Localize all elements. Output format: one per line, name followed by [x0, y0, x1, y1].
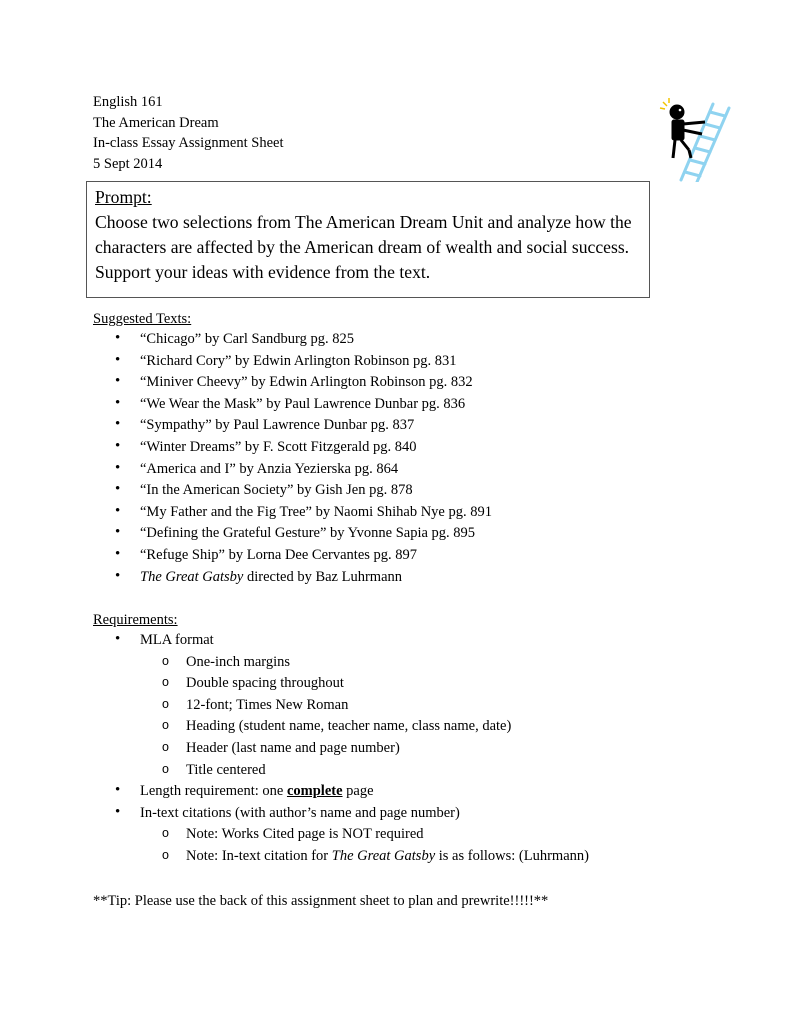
- list-item: • MLA format: [0, 632, 589, 654]
- course-name: English 161: [93, 94, 163, 110]
- sub-list-item: o Note: Works Cited page is NOT required: [0, 826, 589, 848]
- requirements-label: Requirements:: [93, 612, 178, 628]
- sub-list-item: o Double spacing throughout: [0, 675, 589, 697]
- ladder-climber-icon: [655, 96, 735, 182]
- unit-name: The American Dream: [93, 114, 219, 131]
- note-suffix: is as follows: (Luhrmann): [435, 847, 589, 864]
- gatsby-title: The Great Gatsby: [140, 568, 244, 585]
- prompt-text: Choose two selections from The American Dream Unit and analyze how the characters are affected by the American dream of wealth and social success. Support your ideas with evidence from the text.: [95, 212, 632, 282]
- tip-text: **Tip: Please use the back of this assignment sheet to plan and prewrite!!!!!**: [93, 893, 549, 909]
- document-date: 5 Sept 2014: [93, 156, 163, 173]
- length-text: Length requirement: one: [140, 783, 287, 800]
- list-item: • “My Father and the Fig Tree” by Naomi Shihab Nye pg. 891: [0, 504, 492, 526]
- list-item: • In-text citations (with author’s name and page number): [0, 805, 589, 827]
- length-emphasis: complete: [286, 783, 343, 800]
- suggested-texts-label: Suggested Texts:: [93, 311, 192, 327]
- sub-list-item: o One-inch margins: [0, 654, 589, 676]
- list-item: • “Sympathy” by Paul Lawrence Dunbar pg. 837: [0, 417, 492, 439]
- prompt-box: [86, 181, 650, 298]
- sub-list-item: [0, 848, 589, 870]
- list-item: • “Defining the Grateful Gesture” by Yvonne Sapia pg. 895: [0, 525, 492, 547]
- list-item: • “Richard Cory” by Edwin Arlington Robinson pg. 831: [0, 353, 492, 375]
- list-item: [0, 569, 492, 591]
- assignment-title: In-class Essay Assignment Sheet: [93, 135, 284, 152]
- list-item: [0, 783, 589, 805]
- list-item: • “Chicago” by Carl Sandburg pg. 825: [0, 331, 492, 353]
- sub-list-item: o Header (last name and page number): [0, 740, 589, 762]
- list-item: • “America and I” by Anzia Yezierska pg. 864: [0, 461, 492, 483]
- list-item: • “Winter Dreams” by F. Scott Fitzgerald pg. 840: [0, 439, 492, 461]
- list-item: • “Refuge Ship” by Lorna Dee Cervantes pg. 897: [0, 547, 492, 569]
- length-suffix: page: [342, 783, 374, 800]
- sub-list-item: o Title centered: [0, 762, 589, 784]
- list-item: • “We Wear the Mask” by Paul Lawrence Dunbar pg. 836: [0, 396, 492, 418]
- gatsby-director: directed by Baz Luhrmann: [243, 568, 403, 585]
- sub-list-item: o 12-font; Times New Roman: [0, 697, 589, 719]
- sub-list-item: o Heading (student name, teacher name, class name, date): [0, 718, 589, 740]
- document-heading: [93, 92, 284, 175]
- list-item: • “Miniver Cheevy” by Edwin Arlington Robinson pg. 832: [0, 374, 492, 396]
- requirements-list: [0, 632, 589, 870]
- note-title: The Great Gatsby: [331, 847, 436, 864]
- suggested-texts-list: [0, 331, 492, 590]
- list-item: • “In the American Society” by Gish Jen pg. 878: [0, 482, 492, 504]
- note-text: Note: In-text citation for: [186, 847, 332, 864]
- prompt-label: Prompt:: [95, 187, 152, 207]
